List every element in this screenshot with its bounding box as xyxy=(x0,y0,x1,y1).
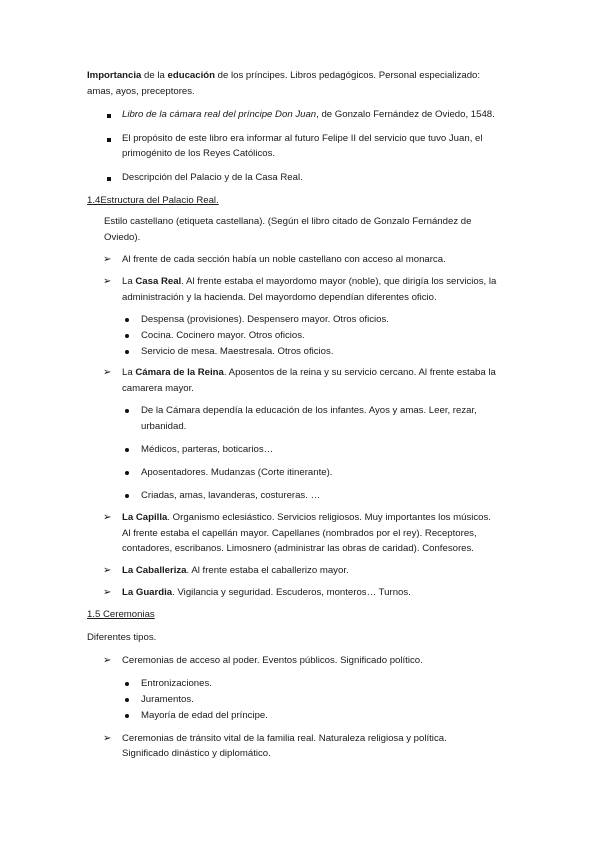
square-bullet-icon xyxy=(107,177,111,181)
sub-item-mayoria-edad: Mayoría de edad del príncipe. xyxy=(141,710,268,721)
round-bullet-icon xyxy=(125,682,129,686)
sub-item-entronizaciones: Entronizaciones. xyxy=(141,678,212,689)
arrow-bullet-icon: ➢ xyxy=(103,565,112,576)
text: La xyxy=(122,276,136,287)
arrow-bullet-icon: ➢ xyxy=(103,276,112,287)
bold-camara-reina: Cámara de la Reina xyxy=(135,367,224,378)
arrow-item-casa-real-l1 xyxy=(122,274,496,290)
arrow-item-acceso-poder: Ceremonias de acceso al poder. Eventos públicos. Significado político. xyxy=(122,655,423,666)
text: . Al frente estaba el mayordomo mayor (noble), que dirigía los servicios, la xyxy=(181,276,497,287)
list-item-descripcion: Descripción del Palacio y de la Casa Real. xyxy=(122,172,303,183)
list-item-proposito-l2: primogénito de los Reyes Católicos. xyxy=(122,148,276,159)
sub-item-educacion-infantes-l1: De la Cámara dependía la educación de los infantes. Ayos y amas. Leer, rezar, xyxy=(141,405,477,416)
list-item-proposito-l1: El propósito de este libro era informar al futuro Felipe II del servicio que tuvo Juan, el xyxy=(122,133,483,144)
arrow-item-capilla-l3: contadores, escribanos. Limosnero (administrar las obras de caridad). Confesores. xyxy=(122,543,474,554)
round-bullet-icon xyxy=(125,714,129,718)
text: . Al frente estaba el caballerizo mayor. xyxy=(186,565,349,576)
round-bullet-icon xyxy=(125,318,129,322)
round-bullet-icon xyxy=(125,448,129,452)
arrow-item-camara-reina-l2: camarera mayor. xyxy=(122,383,194,394)
arrow-item-guardia xyxy=(122,585,411,601)
arrow-bullet-icon: ➢ xyxy=(103,587,112,598)
bold-guardia: La Guardia xyxy=(122,587,173,598)
intro-line-2: amas, ayos, preceptores. xyxy=(87,86,195,97)
section-heading-1-5: 1.5 Ceremonias xyxy=(87,609,155,620)
section-heading-1-4: 1.4Estructura del Palacio Real. xyxy=(87,195,219,206)
intro-text: de los príncipes. Libros pedagógicos. Personal especializado: xyxy=(214,70,481,81)
paragraph-diferentes-tipos: Diferentes tipos. xyxy=(87,632,157,643)
intro-bold-educacion: educación xyxy=(167,70,215,81)
sub-item-criadas: Criadas, amas, lavanderas, costureras. … xyxy=(141,490,321,501)
round-bullet-icon xyxy=(125,350,129,354)
arrow-bullet-icon: ➢ xyxy=(103,512,112,523)
text: . Organismo eclesiástico. Servicios religiosos. Muy importantes los músicos. xyxy=(167,512,491,523)
list-item-libro xyxy=(122,107,495,123)
text: . Aposentos de la reina y su servicio cercano. Al frente estaba la xyxy=(223,367,496,378)
sub-item-cocina: Cocina. Cocinero mayor. Otros oficios. xyxy=(141,330,305,341)
arrow-bullet-icon: ➢ xyxy=(103,733,112,744)
bold-capilla: La Capilla xyxy=(122,512,168,523)
sub-item-educacion-infantes-l2: urbanidad. xyxy=(141,421,187,432)
arrow-item-capilla-l1 xyxy=(122,510,491,526)
round-bullet-icon xyxy=(125,334,129,338)
book-rest: , de Gonzalo Fernández de Oviedo, 1548. xyxy=(316,109,495,120)
sub-item-despensa: Despensa (provisiones). Despensero mayor. Otros oficios. xyxy=(141,314,389,325)
arrow-item-capilla-l2: Al frente estaba el capellán mayor. Capellanes (nombrados por el rey). Receptores, xyxy=(122,528,477,539)
bold-caballeriza: La Caballeriza xyxy=(122,565,187,576)
paragraph-estilo-l2: Oviedo). xyxy=(104,232,141,243)
book-title: Libro de la cámara real del príncipe Don Juan xyxy=(122,109,317,120)
round-bullet-icon xyxy=(125,698,129,702)
text: La xyxy=(122,367,136,378)
arrow-item-frente: Al frente de cada sección había un noble castellano con acceso al monarca. xyxy=(122,254,446,265)
round-bullet-icon xyxy=(125,471,129,475)
arrow-item-camara-reina-l1 xyxy=(122,365,496,381)
arrow-item-caballeriza xyxy=(122,563,349,579)
square-bullet-icon xyxy=(107,114,111,118)
intro-line-1 xyxy=(87,68,480,84)
arrow-bullet-icon: ➢ xyxy=(103,254,112,265)
arrow-item-casa-real-l2: administración y la hacienda. Del mayordomo dependían diferentes oficio. xyxy=(122,292,437,303)
sub-item-juramentos: Juramentos. xyxy=(141,694,194,705)
arrow-bullet-icon: ➢ xyxy=(103,367,112,378)
intro-bold-importancia: Importancia xyxy=(87,70,142,81)
sub-item-servicio-mesa: Servicio de mesa. Maestresala. Otros oficios. xyxy=(141,346,334,357)
square-bullet-icon xyxy=(107,138,111,142)
arrow-item-transito-vital-l2: Significado dinástico y diplomático. xyxy=(122,748,271,759)
round-bullet-icon xyxy=(125,494,129,498)
intro-text: de la xyxy=(141,70,168,81)
arrow-item-transito-vital-l1: Ceremonias de tránsito vital de la familia real. Naturaleza religiosa y política. xyxy=(122,733,447,744)
paragraph-estilo-l1: Estilo castellano (etiqueta castellana). (Según el libro citado de Gonzalo Fernández de xyxy=(104,216,472,227)
text: . Vigilancia y seguridad. Escuderos, monteros… Turnos. xyxy=(172,587,411,598)
bold-casa-real: Casa Real xyxy=(135,276,182,287)
arrow-bullet-icon: ➢ xyxy=(103,655,112,666)
round-bullet-icon xyxy=(125,409,129,413)
sub-item-aposentadores: Aposentadores. Mudanzas (Corte itinerante). xyxy=(141,467,333,478)
sub-item-medicos: Médicos, parteras, boticarios… xyxy=(141,444,274,455)
